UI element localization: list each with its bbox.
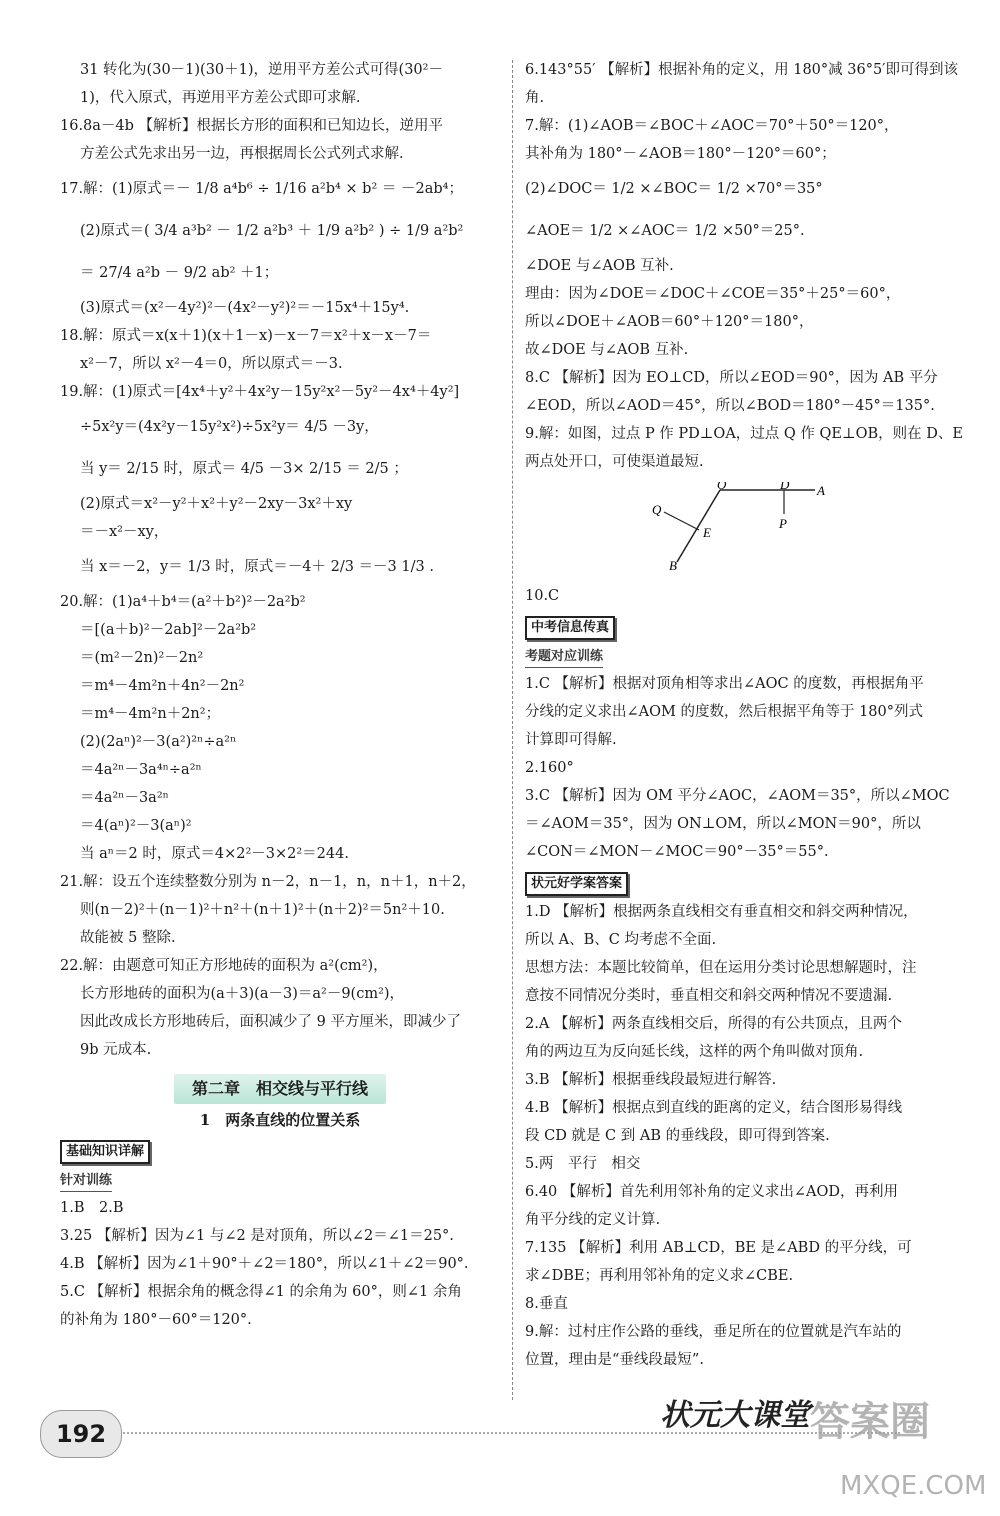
text-line: ÷5x²y＝(4x²y－15y²x²)÷5x²y＝ 4/5 －3y， (80, 419, 379, 435)
text-line: 17.解：(1)原式＝－ 1/8 a⁴b⁶ ÷ 1/16 a²b⁴ × b² ＝ －2ab⁴； (60, 181, 463, 197)
text-line: 7.解：(1)∠AOB＝∠BOC＋∠AOC＝70°＋50°＝120°， (525, 118, 899, 134)
text-line: (2)(2aⁿ)²－3(a²)²ⁿ÷a²ⁿ (80, 734, 237, 750)
text-line: 角. (525, 90, 545, 106)
watermark-url: MXQE.COM (840, 1471, 987, 1501)
text-line: 角平分线的定义计算. (525, 1212, 661, 1228)
point-label: D (780, 482, 790, 492)
text-line: x²－7，所以 x²－4＝0，所以原式＝－3. (80, 356, 343, 372)
geometry-figure (645, 482, 845, 572)
text-line: 位置，理由是“垂线段最短”. (525, 1352, 704, 1368)
point-label: Q (652, 502, 662, 517)
subsection-label: 考题对应训练 (525, 647, 603, 668)
text-line: 3.B 【解析】根据垂线段最短进行解答. (525, 1072, 777, 1088)
text-line: (2)∠DOC＝ 1/2 ×∠BOC＝ 1/2 ×70°＝35° (525, 181, 823, 197)
text-line: 18.解：原式＝x(x＋1)(x＋1－x)－x－7＝x²＋x－x－7＝ (60, 328, 432, 344)
text-line: 2.160° (525, 760, 574, 776)
text-line: ＝4(aⁿ)²－3(aⁿ)² (80, 818, 192, 834)
brand-logo: 状元大课堂 (660, 1398, 810, 1433)
chapter-heading (60, 1074, 500, 1104)
text-line: 1.B 2.B (60, 1200, 124, 1216)
text-line: 角的两边互为反向延长线，这样的两个角叫做对顶角. (525, 1044, 864, 1060)
text-line: 长方形地砖的面积为(a＋3)(a－3)＝a²－9(cm²)， (80, 986, 405, 1002)
watermark: 答案圈 (810, 1399, 930, 1445)
text-line: 求∠DBE；再利用邻补角的定义求∠CBE. (525, 1268, 794, 1284)
point-label: B (669, 558, 677, 572)
text-line: 1.D 【解析】根据两条直线相交有垂直相交和斜交两种情况， (525, 904, 918, 920)
text-line: ＝－x²－xy， (80, 524, 169, 540)
point-label: A (817, 483, 825, 498)
text-line: 6.143°55′ 【解析】根据补角的定义，用 180°减 36°5′即可得到该 (525, 62, 958, 78)
text-line: ∠DOE 与∠AOB 互补. (525, 258, 674, 274)
text-line: 8.C 【解析】因为 EO⊥CD，所以∠EOD＝90°，因为 AB 平分 (525, 370, 938, 386)
text-line: 理由：因为∠DOE＝∠DOC＋∠COE＝35°＋25°＝60°， (525, 286, 901, 302)
segment-qe (664, 512, 699, 530)
section-title: 1 两条直线的位置关系 (199, 1111, 361, 1129)
text-line: 方差公式先求出另一边，再根据周长公式列式求解. (80, 146, 404, 162)
text-line: 故能被 5 整除. (80, 930, 176, 946)
text-line: 1)，代入原式，再逆用平方差公式即可求解. (80, 90, 361, 106)
text-line: ∠EOD，所以∠AOD＝45°，所以∠BOD＝180°－45°＝135°. (525, 398, 935, 414)
text-line: 7.135 【解析】利用 AB⊥CD，BE 是∠ABD 的平分线，可 (525, 1240, 912, 1256)
text-line: 9.解：过村庄作公路的垂线，垂足所在的位置就是汽车站的 (525, 1324, 902, 1340)
text-line: 5.C 【解析】根据余角的概念得∠1 的余角为 60°，则∠1 余角 (60, 1284, 462, 1300)
section-box-label: 中考信息传真 (525, 616, 615, 640)
text-line: 两点处开口，可使渠道最短. (525, 454, 704, 470)
text-line: ∠AOE＝ 1/2 ×∠AOC＝ 1/2 ×50°＝25°. (525, 223, 805, 239)
text-line: (2)原式＝x²－y²＋x²＋y²－2xy－3x²＋xy (80, 496, 353, 512)
text-line: 其补角为 180°－∠AOB＝180°－120°＝60°； (525, 146, 836, 162)
point-label: P (779, 516, 787, 531)
text-line: 4.B 【解析】根据点到直线的距离的定义，结合图形易得线 (525, 1100, 903, 1116)
text-line: 所以∠DOE＋∠AOB＝60°＋120°＝180°， (525, 314, 814, 330)
text-line: 21.解：设五个连续整数分别为 n－2，n－1，n，n＋1，n＋2， (60, 874, 476, 890)
text-line: 9.解：如图，过点 P 作 PD⊥OA，过点 Q 作 QE⊥OB，则在 D、E (525, 426, 963, 442)
text-line: 所以 A、B、C 均考虑不全面. (525, 932, 717, 948)
text-line: 因此改成长方形地砖后，面积减少了 9 平方厘米，即减少了 (80, 1014, 461, 1030)
text-line: 则(n－2)²＋(n－1)²＋n²＋(n＋1)²＋(n＋2)²＝5n²＋10. (80, 902, 445, 918)
text-line: 4.B 【解析】因为∠1＋90°＋∠2＝180°，所以∠1＋∠2＝90°. (60, 1256, 469, 1272)
text-line: 10.C (525, 588, 560, 604)
text-line: 2.A 【解析】两条直线相交后，所得的有公共顶点，且两个 (525, 1016, 902, 1032)
text-line: ＝m⁴－4m²n＋4n²－2n² (80, 678, 245, 694)
right-column (525, 56, 965, 1374)
text-line: ∠CON＝∠MON－∠MOC＝90°－35°＝55°. (525, 844, 829, 860)
left-column (60, 56, 500, 1334)
text-line: 3.C 【解析】因为 OM 平分∠AOC，∠AOM＝35°，所以∠MOC (525, 788, 950, 804)
text-line: 19.解：(1)原式＝[4x⁴＋y²＋4x²y－15y²x²－5y²－4x⁴＋4y²] (60, 384, 460, 400)
text-line: 16.8a－4b 【解析】根据长方形的面积和已知边长，逆用平 (60, 118, 444, 134)
text-line: 8.垂直 (525, 1296, 568, 1312)
text-line: (3)原式＝(x²－4y²)²－(4x²－y²)²＝－15x⁴＋15y⁴. (80, 300, 410, 316)
text-line: 3.25 【解析】因为∠1 与∠2 是对顶角，所以∠2＝∠1＝25°. (60, 1228, 454, 1244)
text-line: 31 转化为(30－1)(30＋1)，逆用平方差公式可得(30²－ (80, 62, 443, 78)
text-line: ＝ 27/4 a²b － 9/2 ab² ＋1； (80, 265, 279, 281)
page-number: 192 (40, 1410, 122, 1458)
section-box-label: 状元好学案答案 (525, 872, 628, 896)
text-line: ＝4a²ⁿ－3a⁴ⁿ÷a²ⁿ (80, 762, 202, 778)
subsection-label: 针对训练 (60, 1171, 112, 1192)
text-line: 的补角为 180°－60°＝120°. (60, 1312, 252, 1328)
text-line: 当 aⁿ＝2 时，原式＝4×2²－3×2²＝244. (80, 846, 349, 862)
chapter-title: 第二章 相交线与平行线 (174, 1074, 386, 1104)
point-label: E (703, 525, 711, 540)
text-line: 当 x＝－2，y＝ 1/3 时，原式＝－4＋ 2/3 ＝－3 1/3 . (80, 559, 434, 575)
text-line: 分线的定义求出∠AOM 的度数，然后根据平角等于 180°列式 (525, 704, 923, 720)
text-line: ＝m⁴－4m²n＋2n²； (80, 706, 221, 722)
text-line: 6.40 【解析】首先利用邻补角的定义求出∠AOD，再利用 (525, 1184, 899, 1200)
text-line: ＝4a²ⁿ－3a²ⁿ (80, 790, 169, 806)
ray-ob (677, 490, 720, 562)
text-line: 1.C 【解析】根据对顶角相等求出∠AOC 的度数，再根据角平 (525, 676, 924, 692)
text-line: 故∠DOE 与∠AOB 互补. (525, 342, 689, 358)
page-footer (0, 1400, 1000, 1516)
text-line: 22.解：由题意可知正方形地砖的面积为 a²(cm²)， (60, 958, 388, 974)
text-line: 计算即可得解. (525, 732, 617, 748)
text-line: (2)原式＝( 3/4 a³b² － 1/2 a²b³ ＋ 1/9 a²b² ) ÷ 1/9 a²b² (80, 223, 464, 239)
text-line: 20.解：(1)a⁴＋b⁴＝(a²＋b²)²－2a²b² (60, 594, 306, 610)
text-line: ＝(m²－2n)²－2n² (80, 650, 204, 666)
section-box-label: 基础知识详解 (60, 1140, 150, 1164)
point-label: O (717, 482, 727, 492)
text-line: ＝[(a＋b)²－2ab]²－2a²b² (80, 622, 257, 638)
text-line: 9b 元成本. (80, 1042, 152, 1058)
text-line: 5.两 平行 相交 (525, 1156, 641, 1172)
text-line: 段 CD 就是 C 到 AB 的垂线段，即可得到答案. (525, 1128, 830, 1144)
text-line: ＝∠AOM＝35°，因为 ON⊥OM，所以∠MON＝90°，所以 (525, 816, 921, 832)
column-divider (512, 60, 513, 1400)
text-line: 当 y＝ 2/15 时，原式＝ 4/5 －3× 2/15 ＝ 2/5 ； (80, 461, 408, 477)
text-line: 意按不同情况分类时，垂直相交和斜交两种情况不要遗漏. (525, 988, 893, 1004)
text-line: 思想方法：本题比较简单，但在运用分类讨论思想解题时，注 (525, 960, 917, 976)
